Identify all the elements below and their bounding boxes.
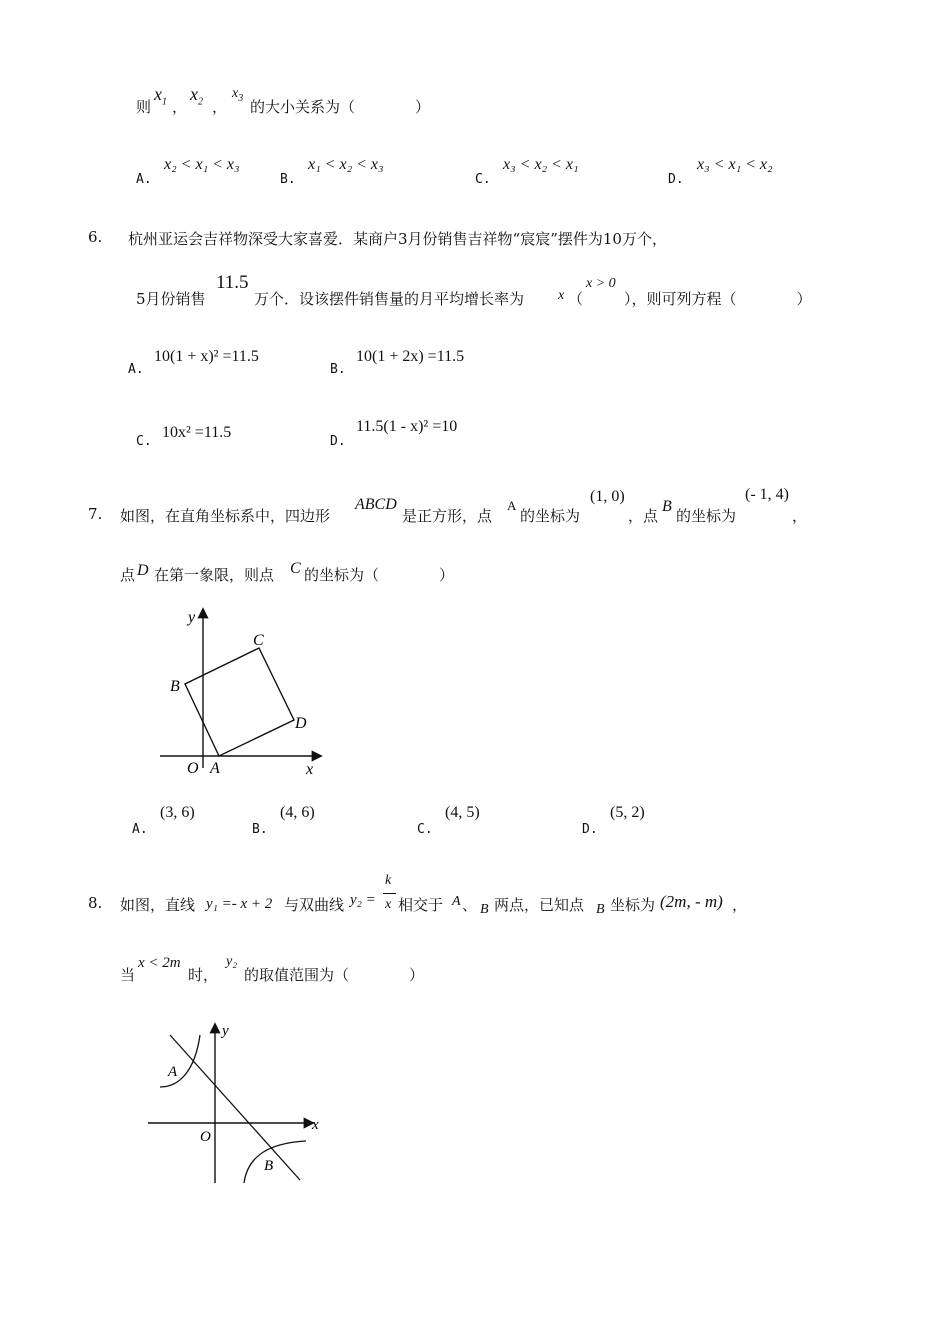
q8-y1: y₁ =- x + 2 — [206, 896, 273, 912]
q6-option-a-letter: A. — [128, 362, 144, 377]
q5-option-c-expr: x₃ < x₂ < x₁ — [503, 156, 579, 173]
q8-figure — [140, 1015, 340, 1200]
q5-sep2: ， — [212, 98, 228, 116]
q8-y2: y₂ = — [350, 892, 376, 908]
q8-line1-c: 相交于 — [398, 896, 444, 914]
q6-option-c-expr: 10x² =11.5 — [162, 424, 232, 441]
q7-label-a: A — [210, 760, 220, 777]
q7-line1-d: ，点 — [628, 507, 659, 525]
q6-line2-c: ），则可列方程（ ） — [624, 290, 812, 308]
q8-line2-c: 的取值范围为（ ） — [244, 966, 425, 984]
q5-stem-suffix: 的大小关系为（ ） — [250, 98, 431, 116]
q8-line2-a: 当 — [120, 966, 136, 984]
q6-condition: x > 0 — [586, 276, 616, 291]
q7-pt-a: A — [507, 498, 517, 513]
q8-cond: x < 2m — [138, 955, 181, 971]
q7-option-c-expr: (4, 5) — [445, 804, 480, 821]
q7-option-c-letter: C. — [417, 822, 433, 837]
q5-option-b-expr: x₁ < x₂ < x₃ — [308, 156, 384, 173]
q6-option-b-letter: B. — [330, 362, 346, 377]
q7-square — [185, 648, 294, 756]
q7-line2-c: 的坐标为（ ） — [304, 566, 455, 584]
q7-label-o: O — [187, 760, 199, 777]
q8-line1-g: ， — [732, 896, 748, 914]
q6-var: x — [558, 288, 565, 303]
q7-quad: ABCD — [355, 496, 397, 513]
q6-paren: （ — [568, 290, 584, 308]
q5-option-d-letter: D. — [668, 172, 684, 187]
q7-pt-d: D — [137, 562, 149, 579]
q5-option-a-letter: A. — [136, 172, 152, 187]
q8-coord-b: (2m, - m) — [660, 892, 723, 911]
q5-option-a-expr: x₂ < x₁ < x₃ — [164, 156, 240, 173]
q5-x2: $x_2$ — [190, 84, 203, 108]
q5-option-d-expr: x₃ < x₁ < x₂ — [697, 156, 773, 173]
q7-label-x: x — [306, 761, 314, 778]
q8-line1-e: 两点，已知点 — [494, 896, 585, 914]
q5-stem-prefix: 则 — [136, 98, 152, 116]
q6-option-d-expr: 11.5(1 - x)² =10 — [356, 418, 458, 435]
q7-label-d: D — [295, 715, 307, 732]
q8-line1-f: 坐标为 — [610, 896, 656, 914]
q7-line1-a: 如图，在直角坐标系中，四边形 — [120, 507, 331, 525]
q6-value: 11.5 — [216, 272, 249, 293]
q8-label-o: O — [200, 1129, 211, 1145]
q7-pt-b: B — [662, 498, 672, 515]
q8-label-a: A — [168, 1064, 178, 1080]
q7-line1-c: 的坐标为 — [520, 507, 581, 525]
q8-frac-bar — [383, 893, 396, 894]
q8-frac-num: k — [385, 873, 392, 888]
q7-option-b-expr: (4, 6) — [280, 804, 315, 821]
q8-frac-den: x — [385, 897, 392, 912]
q7-line2-a: 点 — [120, 566, 136, 584]
q8-pt-b: B — [480, 902, 489, 917]
q7-figure — [150, 600, 340, 790]
q7-line1-f: ， — [792, 507, 808, 525]
q6-line1: 杭州亚运会吉祥物深受大家喜爱．某商户3月份销售吉祥物“宸宸”摆件为10万个， — [128, 230, 667, 248]
q8-line1-a: 如图，直线 — [120, 896, 196, 914]
q5-x1: $x_1$ — [154, 84, 167, 108]
q8-y2b: y₂ — [226, 954, 238, 969]
q6-option-c-letter: C. — [136, 434, 152, 449]
q7-option-a-letter: A. — [132, 822, 148, 837]
q5-x3: $x_3$ — [232, 86, 244, 104]
q5-option-b-letter: B. — [280, 172, 296, 187]
q7-line2-b: 在第一象限，则点 — [154, 566, 275, 584]
q8-pt-a: A — [452, 894, 461, 909]
q7-line1-b: 是正方形，点 — [402, 507, 493, 525]
q8-number: 8. — [88, 894, 103, 912]
q7-option-d-letter: D. — [582, 822, 598, 837]
q6-number: 6. — [88, 228, 103, 246]
q8-label-x: x — [312, 1117, 319, 1133]
q7-line1-e: 的坐标为 — [676, 507, 737, 525]
q8-label-b: B — [264, 1158, 274, 1174]
q6-line2-b: 万个．设该摆件销售量的月平均增长率为 — [254, 290, 525, 308]
q6-option-a-expr: 10(1 + x)² =11.5 — [154, 348, 259, 365]
q7-label-b: B — [170, 678, 180, 695]
q8-line1-b: 与双曲线 — [284, 896, 345, 914]
q7-option-d-expr: (5, 2) — [610, 804, 645, 821]
q7-label-c: C — [253, 632, 264, 649]
q6-option-b-expr: 10(1 + 2x) =11.5 — [356, 348, 465, 365]
q8-label-y: y — [222, 1023, 229, 1039]
q7-number: 7. — [88, 505, 103, 523]
q7-option-b-letter: B. — [252, 822, 268, 837]
q7-pt-c: C — [290, 560, 301, 577]
q8-pt-b2: B — [596, 902, 605, 917]
q8-line1-d: 、 — [462, 896, 478, 914]
q6-option-d-letter: D. — [330, 434, 346, 449]
q7-label-y: y — [188, 609, 196, 626]
q6-line2-a: 5月份销售 — [136, 290, 206, 308]
q5-sep1: ， — [172, 98, 188, 116]
q8-line2-b: 时， — [188, 966, 219, 984]
q7-coord-b: (- 1, 4) — [745, 486, 789, 503]
q7-coord-a: (1, 0) — [590, 488, 625, 505]
q5-option-c-letter: C. — [475, 172, 491, 187]
q7-option-a-expr: (3, 6) — [160, 804, 195, 821]
q8-line — [170, 1035, 300, 1180]
